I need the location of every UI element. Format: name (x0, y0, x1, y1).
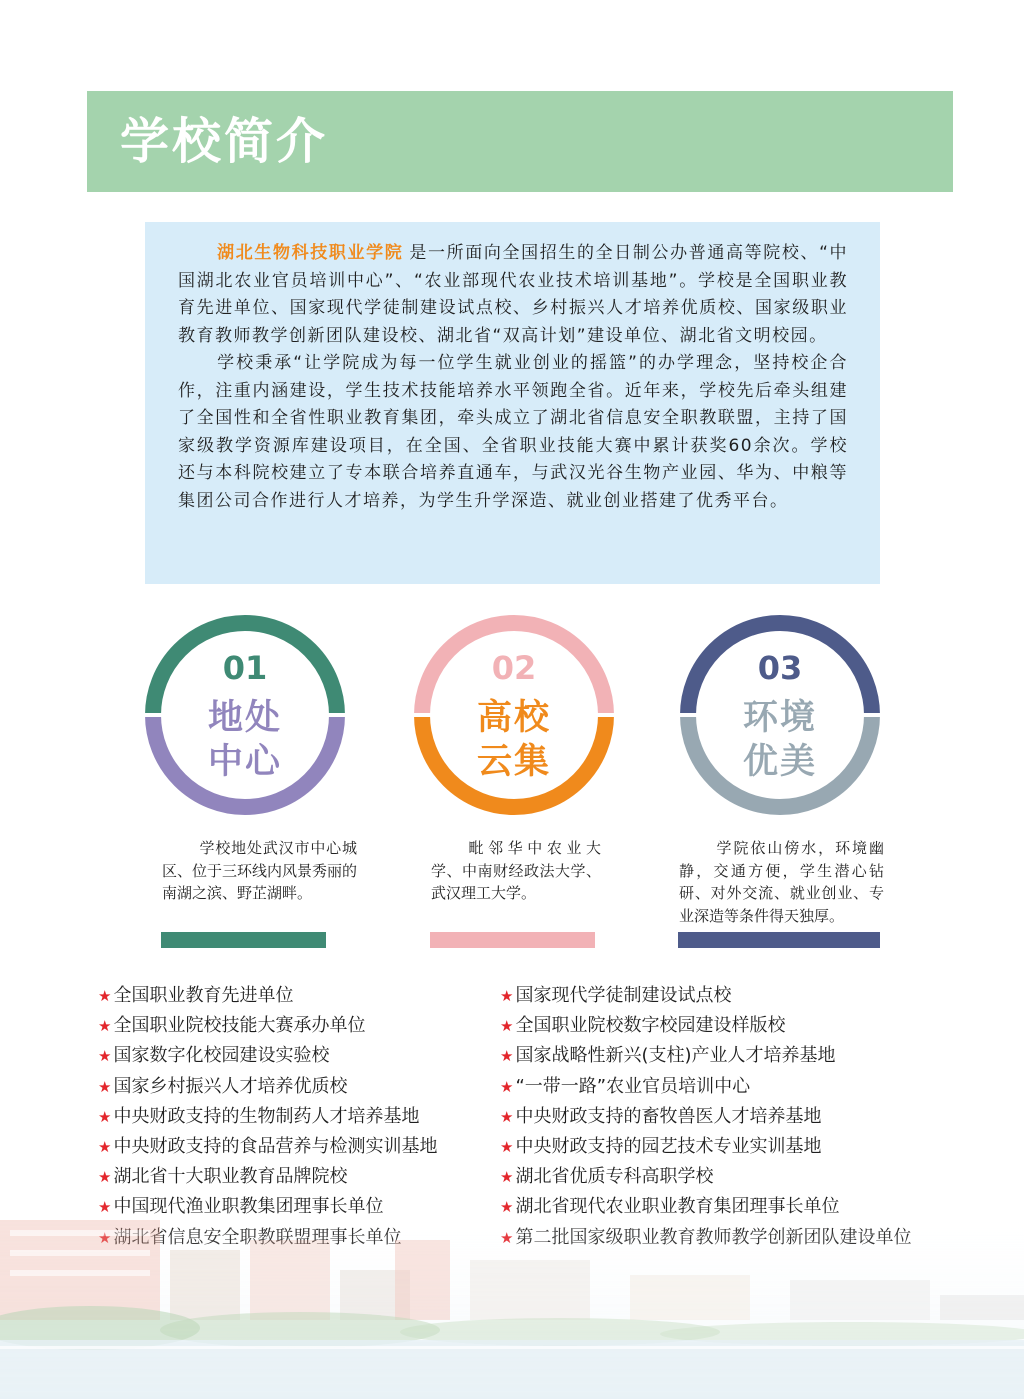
star-icon: ★ (500, 1047, 514, 1066)
list-item (500, 1102, 911, 1132)
list-item (98, 1072, 437, 1102)
list-item (500, 1041, 911, 1071)
intro-paragraph-1-text: 是一所面向全国招生的全日制公办普通高等院校、“中国湖北农业官员培训中心”、“农业部现代农业技术培训基地”。学校是全国职业教育先进单位、国家现代学徒制建设试点校、乡村振兴人才培养优质校、国家级职业教育教师教学创新团队建设校、湖北省“双高计划”建设单位、湖北省文明校园。 (178, 243, 849, 346)
feature-title-line-1: 高校 (476, 698, 551, 738)
honor-text: 湖北省优质专科高职学校 (515, 1166, 714, 1188)
honor-text: 中央财政支持的畜牧兽医人才培养基地 (515, 1105, 822, 1127)
star-icon: ★ (500, 1137, 514, 1156)
feature-description-text: 学院依山傍水，环境幽静，交通方便，学生潜心钻研、对外交流、就业创业、专业深造等条件得天独厚。 (679, 839, 884, 925)
feature-description-3 (679, 837, 884, 927)
campus-skyline-illustration (0, 1200, 1024, 1399)
list-item (98, 1132, 437, 1162)
honor-text: 全国职业教育先进单位 (113, 985, 294, 1006)
page-title: 学校简介 (120, 113, 329, 170)
list-item (500, 1072, 911, 1102)
star-icon: ★ (500, 1017, 514, 1036)
feature-description-2 (431, 837, 601, 905)
star-icon: ★ (98, 1017, 112, 1036)
list-item (98, 981, 437, 1011)
feature-number: 01 (222, 649, 268, 687)
honor-text: 全国职业院校技能大赛承办单位 (113, 1015, 366, 1037)
honor-text: 国家乡村振兴人才培养优质校 (113, 1075, 348, 1097)
honor-text: 湖北省十大职业教育品牌院校 (113, 1166, 348, 1188)
star-icon: ★ (500, 1107, 514, 1126)
feature-title-line-1: 环境 (742, 698, 817, 738)
honor-text: 全国职业院校数字校园建设样版校 (515, 1015, 786, 1037)
list-item (98, 1162, 437, 1192)
feature-description-text: 毗邻华中农业大学、中南财经政法大学、武汉理工大学。 (431, 839, 601, 902)
honor-text: “一带一路”农业官员培训中心 (515, 1075, 751, 1097)
list-item (500, 1132, 911, 1162)
feature-description-1 (162, 837, 357, 905)
list-item (98, 1102, 437, 1132)
feature-number: 03 (757, 649, 803, 687)
star-icon: ★ (98, 1107, 112, 1126)
star-icon: ★ (500, 987, 514, 1005)
feature-title-line-2: 云集 (476, 742, 551, 782)
honor-text: 中央财政支持的生物制药人才培养基地 (113, 1105, 420, 1127)
star-icon: ★ (500, 1077, 514, 1096)
intro-paragraph-1 (178, 240, 848, 350)
list-item (500, 1011, 911, 1041)
honor-text: 国家战略性新兴(支柱)产业人才培养基地 (515, 1045, 836, 1067)
honor-text: 中央财政支持的园艺技术专业实训基地 (515, 1135, 822, 1157)
intro-paragraph-2: 学校秉承“让学院成为每一位学生就业创业的摇篮”的办学理念，坚持校企合作，注重内涵建设，学生技术技能培养水平领跑全省。近年来，学校先后牵头组建了全国性和全省性职业教育集团，牵头成立了湖北省信息安全职教联盟，主持了国家级教学资源库建设项目，在全国、全省职业技能大赛中累计获奖60余次。学校还与本科院校建立了专本联合培养直通车，与武汉光谷生物产业园、华为、中粮等集团公司合作进行人才培养，为学生升学深造、就业创业搭建了优秀平台。 (178, 353, 848, 511)
honor-text: 中央财政支持的食品营养与检测实训基地 (113, 1135, 438, 1157)
star-icon: ★ (98, 1047, 112, 1066)
list-item (500, 1162, 911, 1192)
feature-number: 02 (491, 649, 537, 687)
star-icon: ★ (98, 1168, 112, 1187)
feature-circle-2 (409, 610, 619, 820)
feature-title-line-1: 地处 (207, 698, 282, 738)
feature-bar-3 (678, 932, 880, 948)
honor-text: 国家现代学徒制建设试点校 (515, 985, 732, 1006)
star-icon: ★ (500, 1168, 514, 1187)
list-item (98, 1041, 437, 1071)
honor-text: 国家数字化校园建设实验校 (113, 1045, 330, 1067)
school-name: 湖北生物科技职业学院 (217, 243, 404, 263)
star-icon: ★ (98, 1077, 112, 1096)
feature-circle-3 (675, 610, 885, 820)
feature-bar-2 (430, 932, 595, 948)
feature-description-text: 学校地处武汉市中心城区、位于三环线内风景秀丽的南湖之滨、野芷湖畔。 (162, 839, 358, 902)
star-icon: ★ (98, 987, 112, 1005)
feature-title-line-2: 中心 (207, 742, 282, 782)
feature-bar-1 (161, 932, 326, 948)
feature-title-line-2: 优美 (742, 742, 817, 782)
list-item (500, 981, 911, 1011)
list-item (98, 1011, 437, 1041)
feature-circle-1 (140, 610, 350, 820)
intro-text (178, 240, 848, 515)
star-icon: ★ (98, 1137, 112, 1156)
